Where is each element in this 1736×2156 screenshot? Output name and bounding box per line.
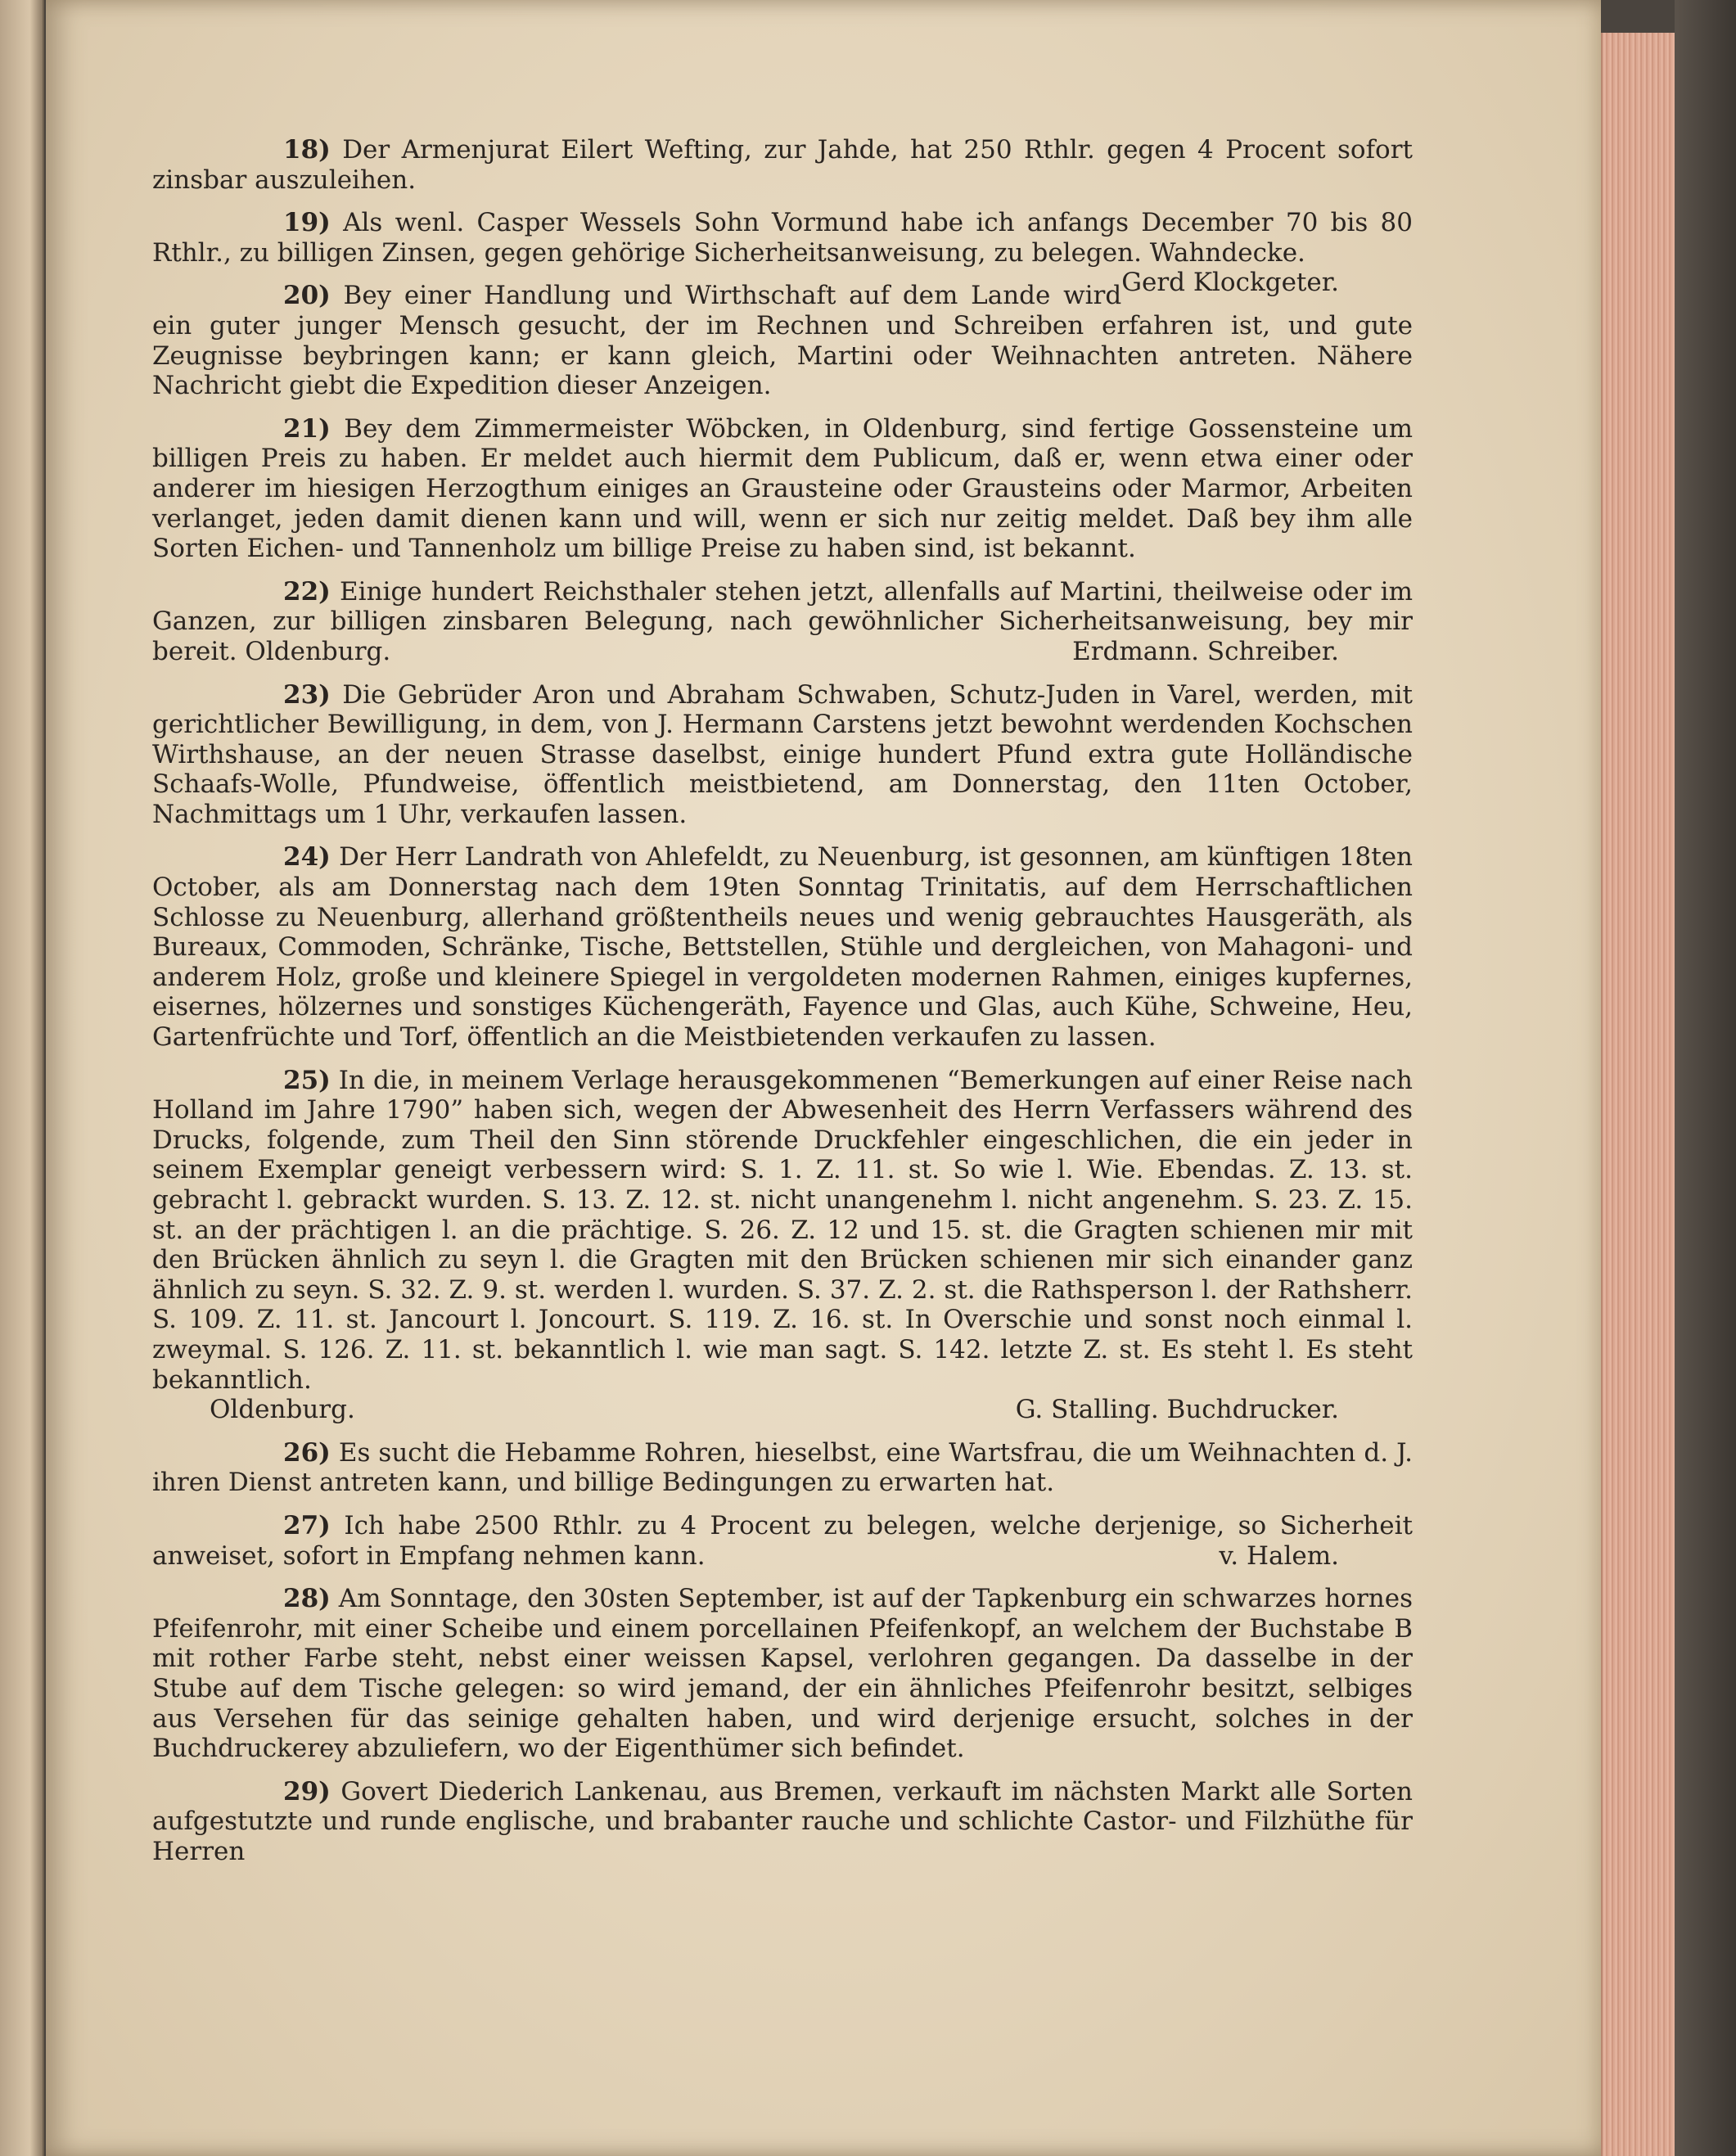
facing-page-edge — [0, 0, 44, 2156]
notice-number: 21) — [283, 413, 331, 444]
notice-text: Govert Diederich Lankenau, aus Bremen, verkauft im nächsten Markt alle Sorten aufgestutzte und runde englische, und brabanter rauche und schlichte Castor- und Filzhüthe für Herren — [152, 1776, 1413, 1866]
notice-number: 22) — [283, 576, 331, 607]
notices-column — [152, 135, 1413, 1879]
notice-18 — [152, 135, 1413, 195]
notice-text: Der Herr Landrath von Ahlefeldt, zu Neuenburg, ist gesonnen, am künftigen 18ten October, als am Donnerstag nach dem 19ten Sonntag Trinitatis, auf dem Herrschaftlichen Schlosse zu Neuenburg, allerhand größtentheils neues und wenig gebrauchtes Hausgeräth, als Bureaux, Commoden, Schränke, Tische, Bettstellen, Stühle und dergleichen, von Mahagoni- und anderem Holz, große und kleinere Spiegel in vergoldeten modernen Rahmen, einiges kupfernes, eisernes, hölzernes und sonstiges Küchengeräth, Fayence und Glas, auch Kühe, Schweine, Heu, Gartenfrüchte und Torf, öffentlich an die Meistbietenden verkaufen zu lassen. — [152, 842, 1414, 1053]
notice-22 — [152, 577, 1413, 667]
notice-29 — [152, 1777, 1413, 1867]
notice-footer — [152, 1395, 1413, 1425]
scanner-edge-right — [1675, 0, 1736, 2156]
notice-text: Bey dem Zimmermeister Wöbcken, in Oldenburg, sind fertige Gossensteine um billigen Preis zu haben. Er meldet auch hiermit dem Publicum, daß er, wenn etwa einer oder anderer im hiesigen Herzogthum einiges an Grausteine oder Grausteins oder Marmor, Arbeiten verlanget, jeden damit dienen kann und will, wenn er sich nur zeitig meldet. Daß bey ihm alle Sorten Eichen- und Tannenholz um billige Preise zu haben sind, ist bekannt. — [152, 413, 1414, 564]
notice-number: 25) — [283, 1065, 331, 1095]
notice-signature: G. Stalling. Buchdrucker. — [1015, 1395, 1339, 1425]
notice-number: 29) — [283, 1776, 331, 1806]
notice-text: Einige hundert Reichsthaler stehen jetzt, allenfalls auf Martini, theilweise oder im Ganzen, zur billigen zinsbaren Belegung, nach gewöhnlicher Sicherheitsanweisung, bey mir bereit. Oldenburg. — [152, 576, 1413, 666]
notice-28 — [152, 1584, 1413, 1764]
notice-26 — [152, 1438, 1413, 1498]
notice-20 — [152, 281, 1413, 400]
notice-number: 20) — [283, 281, 331, 311]
notice-text: Ich habe 2500 Rthlr. zu 4 Procent zu belegen, welche derjenige, so Sicherheit anweiset, sofort in Empfang nehmen kann. — [152, 1510, 1413, 1571]
notice-24 — [152, 842, 1413, 1052]
notice-number: 27) — [283, 1510, 331, 1540]
page-block-edges — [1601, 33, 1676, 2156]
notice-27 — [152, 1511, 1413, 1571]
notice-signature: Gerd Klockgeter. — [1121, 268, 1339, 298]
notice-number: 24) — [283, 842, 331, 873]
notice-number: 18) — [283, 135, 331, 165]
notice-text: Der Armenjurat Eilert Wefting, zur Jahde, hat 250 Rthlr. gegen 4 Procent sofort zinsbar auszuleihen. — [152, 135, 1413, 195]
notice-signature: Erdmann. Schreiber. — [1072, 636, 1339, 666]
notice-21 — [152, 414, 1413, 564]
notice-number: 23) — [283, 679, 331, 710]
notice-23 — [152, 680, 1413, 830]
newspaper-page — [46, 0, 1601, 2156]
notice-number: 28) — [283, 1584, 331, 1614]
notice-signature: v. Halem. — [1219, 1540, 1339, 1571]
notice-text: Es sucht die Hebamme Rohren, hieselbst, eine Wartsfrau, die um Weihnachten d. J. ihren Dienst antreten kann, und billige Bedingungen zu erwarten hat. — [152, 1437, 1413, 1498]
notice-25 — [152, 1066, 1413, 1425]
notice-text: Die Gebrüder Aron und Abraham Schwaben, Schutz-Juden in Varel, werden, mit gerichtlicher Bewilligung, in dem, von J. Hermann Carstens jetzt bewohnt werdenden Kochschen Wirthshause, an der neuen Strasse daselbst, einige hundert Pfund extra gute Holländische Schaafs-Wolle, Pfundweise, öffentlich meistbietend, am Donnerstag, den 11ten October, Nachmittags um 1 Uhr, verkaufen lassen. — [152, 679, 1413, 829]
notice-text: Als wenl. Casper Wessels Sohn Vormund habe ich anfangs December 70 bis 80 Rthlr., zu billigen Zinsen, gegen gehörige Sicherheitsanweisung, zu belegen. Wahndecke. — [152, 208, 1413, 268]
notice-text: Bey einer Handlung und Wirthschaft auf dem Lande wird ein guter junger Mensch gesucht, der im Rechnen und Schreiben erfahren ist, und gute Zeugnisse beybringen kann; er kann gleich, Martini oder Weihnachten antreten. Nähere Nachricht giebt die Expedition dieser Anzeigen. — [152, 281, 1413, 401]
notice-text: In die, in meinem Verlage herausgekommenen “Bemerkungen auf einer Reise nach Holland im Jahre 1790” haben sich, wegen der Abwesenheit des Herrn Verfassers während des Drucks, folgende, zum Theil den Sinn störende Druckfehler eingeschlichen, die ein jeder in seinem Exemplar geneigt verbessern wird: S. 1. Z. 11. st. So wie l. Wie. Ebendas. Z. 13. st. gebracht l. gebrackt wurden. S. 13. Z. 12. st. nicht unangenehm l. nicht angenehm. S. 23. Z. 15. st. an der prächtigen l. an die prächtige. S. 26. Z. 12 und 15. st. die Gragten schienen mir mit den Brücken ähnlich zu seyn l. die Gragten mit den Brücken schienen mir sich einander ganz ähnlich zu seyn. S. 32. Z. 9. st. werden l. wurden. S. 37. Z. 2. st. die Rathsperson l. der Rathsherr. S. 109. Z. 11. st. Jancourt l. Joncourt. S. 119. Z. 16. st. In Overschie und sonst noch einmal l. zweymal. S. 126. Z. 11. st. bekanntlich l. wie man sagt. S. 142. letzte Z. st. Es steht l. Es steht bekanntlich. — [152, 1065, 1413, 1395]
notice-place: Oldenburg. — [210, 1395, 355, 1425]
notice-text: Am Sonntage, den 30sten September, ist auf der Tapkenburg ein schwarzes hornes Pfeifenrohr, mit einer Scheibe und einem porcellainen Pfeifenkopf, an welchem der Buchstabe B mit rother Farbe steht, nebst einer weissen Kapsel, verlohren gegangen. Da dasselbe in der Stube auf dem Tische gelegen: so wird jemand, der ein ähnliches Pfeifenrohr besitzt, selbiges aus Versehen für das seinige gehalten haben, und wird derjenige ersucht, solches in der Buchdruckerey abzuliefern, wo der Eigenthümer sich befindet. — [152, 1584, 1414, 1764]
notice-number: 26) — [283, 1437, 331, 1468]
notice-number: 19) — [283, 208, 331, 238]
